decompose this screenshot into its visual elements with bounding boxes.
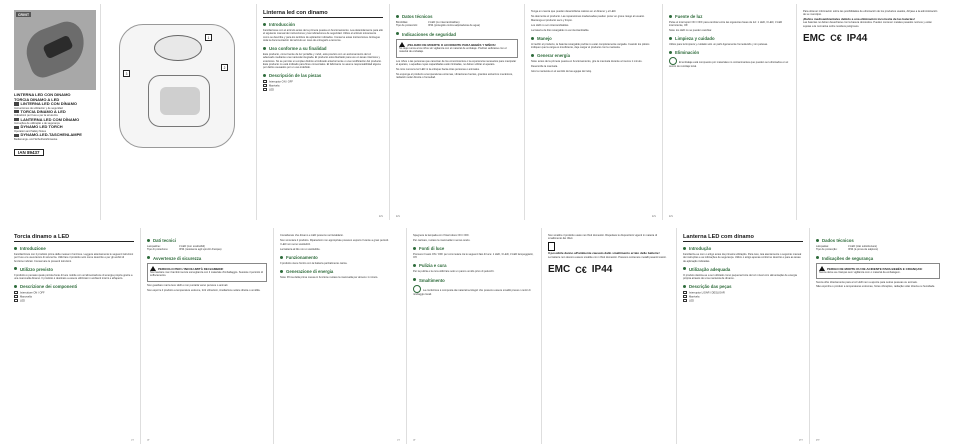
list-item: LED (683, 299, 803, 303)
bullet-item: I LED non sono sostituibili. (280, 243, 311, 247)
list-item: Manivela (683, 295, 803, 299)
bullet-item: Non smontare il prodotto. Riparazioni non appropriate possono esporre l'utente a gravi pericoli. (280, 238, 389, 242)
cover-subtitle: Instrucciones de utilización y de seguridad (14, 106, 63, 110)
page-number: ES (669, 214, 674, 218)
bullet-item: Non guardare mai la luce LED e non puntarla verso persone o animali. (147, 284, 229, 288)
list-item: Interruptor ON / OFF (263, 80, 383, 84)
paragraph: Nota: antes de la primera puesta en funcionamiento, gire la manivela durante al menos 1 minuto. (531, 60, 643, 64)
section-heading: Indicações de segurança (816, 256, 940, 261)
grip-shape (160, 87, 200, 115)
cover-subtitle: Bedienungs- und Sicherheitshinweise (14, 137, 58, 141)
bullet-item: Non esporre il prodotto a temperature estreme, forti vibrazioni, irradiazione solare diretta o umidità. (147, 288, 261, 292)
section-heading: Generazione di energia (280, 269, 400, 274)
list-item: LED (263, 88, 383, 92)
page-it-1 (8, 228, 140, 444)
part-number-icon (14, 299, 18, 302)
cover-title: TORCIA DINAMO A LED (14, 110, 94, 115)
illustration-page (100, 4, 252, 220)
list-item: Manovella (14, 295, 134, 299)
parts-list (14, 291, 134, 302)
brand-logo: CRIVIT (18, 12, 30, 17)
section-heading: Utilização adequada (683, 267, 803, 272)
paragraph: Las baterías no deben desecharse con la basura doméstica. Pueden contener metales pesados nocivos y están sujetas a la normativa sobre residuos peligrosos. (803, 21, 932, 28)
paragraph: Familiarícese con el artículo antes de la primera puesta en funcionamiento. Lea detenidamente para ello el siguiente manual de instrucciones y las indicaciones de seguridad. Utilice el artículo únicamente como se describe y para los ámbitos de aplicación indicados. Conserve estas instrucciones. Entregue toda la documentación del artículo en caso de entregarlo a terceros. (263, 29, 383, 42)
section-heading: Generar energía (531, 53, 656, 58)
cover-page (8, 4, 100, 220)
page-es-5 (796, 4, 946, 220)
list-item: Manivela (263, 84, 383, 88)
paragraph: Per la pulizia e la cura utilizzare solo un panno umido privo di pelucchi. (413, 270, 495, 274)
section-heading: Manejo (531, 36, 656, 41)
section-title: Linterna led con dinamo (263, 10, 383, 18)
section-heading: Uso conforme a su finalidad (263, 46, 383, 51)
paragraph: Familiarizzare con il prodotto prima della messa in funzione. Leggere attentamente le seguenti istruzioni per l'uso e le avvertenze di sicurezza. Utilizzare il prodotto solo come descritto e per gli ambiti di funzione indicati. Conservare le presenti istruzioni. (14, 253, 134, 263)
callout-3: 3 (123, 70, 130, 77)
page-number: ES (651, 214, 656, 218)
cover-photo (14, 10, 96, 90)
bullet-item: Não exponha o produto a temperaturas extremas, fortes vibrações, radiação solar directa ou humidade. (816, 285, 936, 289)
part-number-icon (683, 299, 687, 302)
recycle-icon (413, 285, 421, 293)
paragraph: Familiarize-se com o artigo antes da primeira utilização. Para isso, leia atentamente o seguinte manual de instruções e as indicações de segurança. Utilize o artigo apenas conforme descrito e para as áreas de aplicação indicadas. (683, 253, 802, 263)
section-title: Lanterna LED com dínamo (683, 234, 803, 242)
warning-text: No deje nunca a los niños sin vigilancia con el material de embalaje. Podrían asfixiarse con el material de embalaje. (399, 47, 507, 54)
paragraph: Utilice para la limpieza y cuidado solo un paño ligeramente humedecido y sin pelusas. (669, 43, 768, 47)
warning-box (816, 263, 940, 279)
paragraph: Le batterie non devono essere smaltite con i rifiuti domestici. Possono contenere metalli pesanti tossici. (548, 255, 667, 259)
paragraph: La confezione è composta da materiali ecologici che possono essere smaltiti presso i centri di riciclaggio locali. (413, 285, 535, 296)
part-number-icon (263, 80, 267, 83)
page-it-5 (541, 228, 676, 444)
warning-title: PERICOLO PER L'INCOLUMITÀ DEI BAMBINI! (150, 266, 264, 272)
warning-text: Nunca deixe as crianças sem vigilância com o material da embalagem. (819, 271, 901, 275)
page-it-2 (140, 228, 273, 444)
warning-title: ¡Daños medioambientales debido a una eliminación incorrecta de las baterías! (803, 16, 915, 21)
emc-mark-icon: EMC (548, 264, 571, 276)
bullet-item: No exponga el producto a temperaturas extremas, vibraciones fuertes, grandes esfuerzos mecánicos, radiación solar directa o humedad. (396, 72, 513, 79)
section-heading: Indicaciones de seguridad (396, 32, 518, 37)
top-spread (0, 4, 954, 220)
page-pt-2 (809, 228, 946, 444)
bottom-spread (0, 228, 954, 444)
warning-title: ¡PELIGRO DE MUERTE O ACCIDENTE PARA BEBÉS Y NIÑOS! (399, 42, 515, 48)
certification-marks (803, 33, 940, 44)
paragraph (548, 242, 670, 251)
cover-subtitle: Indicazioni per l'uso e per la sicurezza (14, 114, 58, 118)
list-item: Interruttore ON / OFF (14, 291, 134, 295)
flag-it-icon (14, 110, 19, 113)
page-number: IT (397, 438, 400, 442)
paragraph: Para obtener información sobre las posibilidades de eliminación de los productos usados, diríjase a la administración de su municipio. (803, 10, 938, 17)
bullet-item: Mantenga el producto seco y limpio. (531, 19, 573, 23)
page-it-3 (273, 228, 406, 444)
section-heading: Pulizia e cura (413, 263, 535, 268)
bullet-item: Tenga en cuenta que pueden desarrollarse calores en el dinamo y el LED. (531, 10, 617, 13)
section-heading: Dados técnicos (816, 238, 940, 243)
cover-title: DYNAMO LED TORCH (14, 125, 94, 130)
ip-rating: IP44 (846, 32, 868, 44)
section-heading: Avvertenze di sicurezza (147, 256, 267, 261)
cover-title: TORCIA DINAMO A LED (14, 96, 60, 102)
part-number-icon (14, 295, 18, 298)
page-number: ES (396, 214, 401, 218)
section-heading: Introduzione (14, 246, 134, 251)
bullet-item: Los LED no son intercambiables. (531, 23, 570, 27)
list-item: LED (14, 299, 134, 303)
parts-list (263, 80, 383, 91)
section-heading: Limpieza y cuidado (669, 36, 790, 41)
cover-title: DYNAMO-LED-TASCHENLAMPE (14, 133, 94, 138)
ip-rating: IP44 (591, 264, 613, 276)
page-number: PT (799, 438, 803, 442)
page-number: IT (131, 438, 134, 442)
section-heading: Dati tecnici (147, 238, 267, 243)
cover-title: LINTERNA LED CON DÍNAMO (14, 102, 94, 107)
section-heading: Smaltimento (413, 278, 535, 283)
part-number-icon (263, 88, 267, 91)
warning-title: Il possibile danno all'ambiente causato dallo smaltimento errato delle batterie! (548, 251, 660, 256)
emc-mark-icon: EMC (803, 32, 826, 44)
bullet-item: La batería de litio recargable no es intercambiable. (531, 28, 590, 32)
section-heading: Fonti di luce (413, 246, 535, 251)
bullet-item: No mire nunca la luz LED ni la enfoque hacia otras personas o animales. (396, 67, 480, 71)
paragraph: Il prodotto viene fornito con la batteria parzialmente carica. (280, 262, 348, 266)
paragraph: Pulse el interruptor ON / OFF para cambiar entre las siguientes fases de luz: 1 LED, 3 LED, 3 LED intermitente, Off. (669, 21, 783, 28)
tech-row: Tipo di protezione: IP44 (resistente agli spruzzi d'acqua) (147, 248, 222, 252)
flag-pt-icon (14, 118, 19, 121)
parts-list (683, 291, 803, 302)
bullet-item: Considerare che dinamo e LED possono surriscaldarsi. (280, 234, 344, 237)
section-heading: Descrizione dei componenti (14, 284, 134, 289)
page-es-3 (524, 4, 662, 220)
warning-triangle-icon (150, 266, 156, 271)
section-heading: Datos técnicos (396, 14, 518, 19)
callout-2: 2 (221, 64, 228, 71)
section-heading: Descripción de las piezas (263, 73, 383, 78)
note: Nota: los LED no se pueden cambiar. (669, 28, 712, 32)
part-number-icon (263, 84, 267, 87)
page-number: ES (378, 214, 383, 218)
paragraph: O produto destina-se a ser utilizado como pequena fonte de luz móvel com alimentação de energia própria através de uma manivela de dínamo. (683, 273, 797, 280)
bullet-item: Los niños o las personas que carezcan de los conocimientos o la experiencia necesarios para manipular el aparato, o aquellas cuyas capacidades estén limitadas, no deben utilizar el aparato. (396, 60, 517, 67)
tech-row: Bombillas: 3 LED (no intercambiables) (396, 21, 460, 24)
section-heading: Utilizzo previsto (14, 267, 134, 272)
paragraph: Nota: Prima della prima messa in funzione ruotare la manovella per almeno 1 minuto. (280, 276, 379, 280)
warning-triangle-icon (399, 42, 405, 47)
warning-box (147, 263, 267, 282)
section-title: Torcia dinamo a LED (14, 234, 134, 242)
certification-marks (548, 264, 670, 275)
cover-subtitle: Operation and Safety Notes (14, 129, 47, 133)
bullet-item: Nunca olhe directamente para a luz LED nem a aponte para outras pessoas ou animais. (816, 280, 918, 284)
part-number-icon (683, 295, 687, 298)
section-heading: Descrição das peças (683, 284, 803, 289)
paragraph: El embalaje está compuesto por materiales no contaminantes que pueden ser eliminados en el centro de reciclaje local. (669, 57, 790, 68)
flag-es-icon (14, 102, 19, 105)
page-es-1 (256, 4, 389, 220)
ian-number: IAN 89437 (14, 149, 44, 156)
tech-row: Tipo de protección: IP44 (protegido contra salpicaduras de agua) (396, 24, 480, 28)
warning-box (396, 39, 518, 58)
bullet-item: No desmonte el producto. Las reparaciones inadecuadas pueden poner en grave riesgo al usuario. (531, 14, 645, 18)
page-es-2 (389, 4, 524, 220)
list-item: Interruptor LIGAR / DESLIGAR (683, 291, 803, 295)
bullet-item: Spegnere la lampada con l'interruttore ON / OFF. (413, 234, 470, 237)
paragraph: Non smaltire il prodotto usato nei rifiuti domestici. Rispettare le disposizioni vigenti in materia di smaltimento dei rifiuti. (548, 234, 657, 241)
page-number: IT (413, 438, 416, 442)
cover-title-list (14, 93, 94, 141)
callout-1: 1 (205, 34, 212, 41)
ce-mark-icon: C€ (830, 33, 842, 44)
paragraph: Al recibir el producto, la batería recargable podría no estar completamente cargada. Cuando los pilotos indiquen que la carga es insuficiente, deje cargar el producto con la manivela. (531, 42, 650, 50)
page-number: PT (816, 438, 820, 442)
page-it-4 (406, 228, 541, 444)
tech-row: Lampadine: 3 LED (non sostituibili) (147, 245, 205, 248)
section-heading: Introducción (263, 22, 383, 27)
paragraph: Premere il tasto ON / OFF per commutare tra le seguenti fasi di luce: 1 LED, 3 LED, 3 LED lampeggianti, Off. (413, 252, 534, 260)
paragraph: Il prodotto è pensato quale piccola fonte di luce mobile con un'alimentazione di energia propria grazie a una manovella dinamo. Il prodotto è destinato a essere utilizzato in ambienti interni e all'aperto. (14, 273, 133, 280)
paragraph: Este producto, como fuente de luz portable y móvil, está previsto con un accionamiento de luz adecuado mediante una manivela integrada. El producto está diseñado para uso en áreas interiores y exteriores. No se permite un empleo distinto al indicado anteriormente o una modificación del producto. Este producto no está indicado para fines comerciales. El fabricante no asume responsabilidad alguna por daños causados por un uso indebido. (263, 53, 382, 69)
section-heading: Eliminación (669, 50, 790, 55)
warning-triangle-icon (819, 266, 825, 271)
part-number-icon (683, 291, 687, 294)
cover-subtitle: Instruções de utilização e de segurança (14, 122, 60, 126)
bullet-item: Per caricare, ruotare la manovella in senso orario. (413, 238, 471, 242)
step-item: Gire la manivela en el sentido de las agujas del reloj. (531, 69, 592, 73)
page-number: IT (147, 438, 150, 442)
crossed-bin-icon (548, 242, 555, 251)
section-heading: Fuente de luz (669, 14, 790, 19)
torch-diagram (119, 24, 235, 148)
page-pt-1 (676, 228, 809, 444)
section-heading: Introdução (683, 246, 803, 251)
flag-de-icon (14, 134, 19, 137)
part-number-icon (14, 291, 18, 294)
bullet-item: La batteria al litio non è sostituibile. (280, 247, 321, 251)
ce-mark-icon: C€ (575, 264, 587, 275)
cover-title: LANTERNA LED COM DÍNAMO (14, 118, 94, 123)
warning-text: Non lasciare mai i bambini senza sorveglianza con il materiale d'imballaggio. Sussiste il pericolo di soffocamento. (150, 271, 263, 278)
tech-row: Lâmpadas: 3 LED (não substituíveis) (816, 245, 877, 248)
lens-shape (154, 35, 202, 61)
tech-row: Tipo de protecção: IP44 (à prova de salpicos) (816, 248, 879, 252)
step-item: Desenrolle la manivela. (531, 64, 558, 68)
warning-title: PERIGO DE MORTE OU DE ACIDENTE PARA BEBÉS E CRIANÇAS! (819, 266, 937, 272)
flag-gb-icon (14, 126, 19, 129)
page-es-4 (662, 4, 796, 220)
cover-title: LINTERNA LED CON DINAMO (14, 92, 71, 97)
section-heading: Funzionamento (280, 255, 400, 260)
